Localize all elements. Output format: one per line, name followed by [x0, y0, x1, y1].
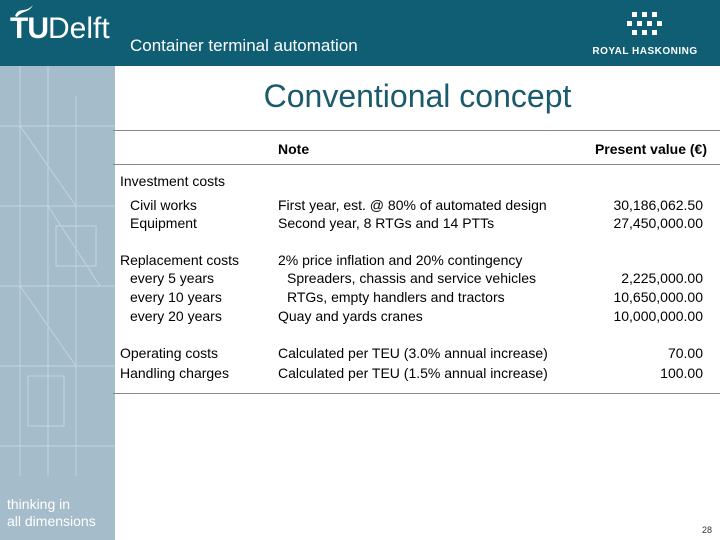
table-row-note: Second year, 8 RTGs and 14 PTTs	[278, 215, 495, 231]
column-header-present-value: Present value (€)	[594, 141, 707, 157]
slide-title: Conventional concept	[263, 78, 572, 114]
slogan	[7, 496, 96, 530]
presentation-title: Container terminal automation	[130, 36, 358, 55]
table-row-value: 10,000,000.00	[613, 308, 703, 324]
table-bottom-rule	[113, 393, 720, 394]
logo-tu: TU	[10, 12, 48, 45]
table-row-note: Calculated per TEU (1.5% annual increase)	[278, 365, 548, 381]
table-row-note: Quay and yards cranes	[278, 308, 423, 324]
table-row-item: every 20 years	[130, 308, 222, 324]
table-row-item: every 10 years	[130, 289, 222, 305]
table-row-item: Investment costs	[120, 173, 226, 189]
table-row-note: Calculated per TEU (3.0% annual increase)	[278, 345, 548, 361]
table-row-value: 30,186,062.50	[613, 197, 703, 213]
table-row-value: 2,225,000.00	[621, 270, 703, 286]
table-row-item: Handling charges	[120, 365, 229, 381]
table-row-note: First year, est. @ 80% of automated design	[278, 197, 547, 213]
table-row-value: 27,450,000.00	[613, 215, 703, 231]
table-row-note: Spreaders, chassis and service vehicles	[287, 270, 537, 286]
table-row-note: 2% price inflation and 20% contingency	[278, 252, 523, 268]
table-row-value: 70.00	[667, 345, 703, 361]
table-row-item: Civil works	[130, 197, 197, 213]
sidebar	[0, 66, 115, 540]
table-row-value: 10,650,000.00	[613, 289, 703, 305]
royal-haskoning-logo: ROYAL HASKONING	[592, 46, 698, 57]
slogan-line-2: all dimensions	[7, 513, 96, 529]
column-header-note: Note	[278, 141, 310, 157]
table-row-item: Replacement costs	[120, 252, 240, 268]
table-row-item: every 5 years	[130, 270, 215, 286]
table-top-rule	[113, 130, 720, 131]
table-row-item: Equipment	[130, 215, 197, 231]
page-number: 28	[701, 525, 712, 535]
header-bar	[0, 0, 720, 66]
table-row-note: RTGs, empty handlers and tractors	[287, 289, 505, 305]
table-header-rule	[113, 164, 720, 165]
slogan-line-1: thinking in	[7, 496, 71, 512]
architectural-pattern	[0, 66, 115, 540]
logo-delft: Delft	[48, 12, 110, 45]
table-row-item: Operating costs	[120, 345, 219, 361]
tudelft-logo	[10, 7, 110, 51]
table-row-value: 100.00	[660, 365, 703, 381]
